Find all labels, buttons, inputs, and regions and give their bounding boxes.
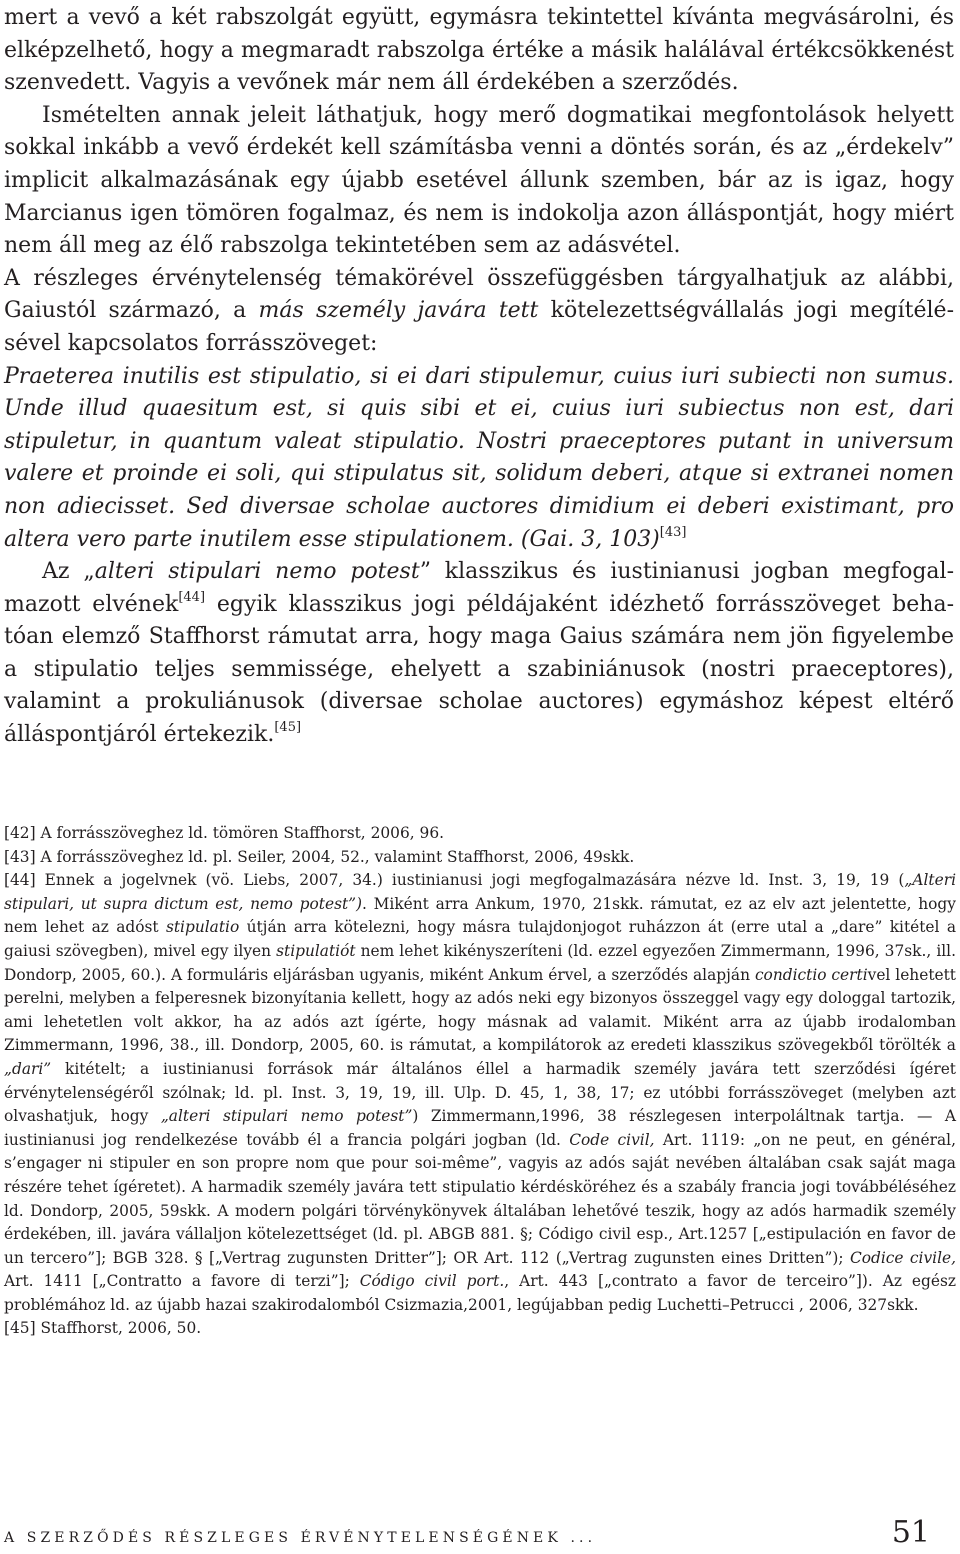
paragraph-partial-invalidity	[4, 263, 954, 361]
footnote-text: Art. 1119: „on ne peut, en général, s’engager ni stipuler en son propre nom que pour soi-même”, vagyis az adós saját nevében általában csak saját maga részére tehet ígéretet). A harmadik személy javára tett stipulatio kérdésköréhez és a szabály francia jogi továbbéléséhez ld. Dondorp, 2005, 59skk. A modern polgári törvénykönyvek általában lehetővé teszik, hogy az adós harmadik személy érdekében, ill. javára vállaljon kötelezettséget (ld. pl. ABGB 881. §; Código civil esp., Art.1257 [„estipulación en favor de un tercero”]; BGB 328. § [„Vertrag zugunsten Dritter”]; OR Art. 112 („Vertrag zugunsten eines Dritten”);	[4, 1130, 956, 1267]
footnote-text: vel lehetett perelni, melyben a felperesnek bizonyítania kellett, hogy az adós neki egy bizonyos összeggel vagy egy dologgal tartozik, ami lehetetlen volt akkor, ha az adós azt ígérte, hogy másnak ad valamit. Miként arra az újabb irodalomban Zimmermann, 1996, 38., ill. Dondorp, 2005, 60. is rámutat, a kompilátorok az eredeti klasszikus szövegekből törölték a	[4, 965, 956, 1055]
footnote-italic: condictio certi	[754, 965, 868, 984]
latin-quotation	[4, 361, 954, 557]
paragraph-text: egyik klasszikus jogi példájaként idézhető forrásszöveget behatóan elemző Staffhorst rámutat arra, hogy maga Gaius számára nem jön figyelembe a stipulatio teljes semmissége, ehelyett a szabiniánusok (nostri praeceptores), valamint a prokuliánusok (diversae scholae auctores) egymáshoz képest eltérő álláspontjáról értekezik.	[4, 591, 955, 748]
footnote-italic: „dari”	[4, 1059, 52, 1078]
italic-term: más személy javára tett	[258, 298, 539, 324]
main-text	[4, 2, 954, 752]
footnote-text: . Miként arra Ankum, 1970, 21skk. rámutat, ez az elv azt jelentette, hogy nem lehet az adóst	[4, 894, 956, 937]
footnote-text: nem lehet kikényszeríteni (ld. ezzel egyezően Zimmermann, 1996, 37sk., ill. Dondorp, 2005, 60.). A formuláris eljárásban ugyanis, miként Ankum érvel, a szerződés alapján	[4, 941, 956, 984]
paragraph-text: kötelezettségvállalás jogi megítélésével kapcsolatos forrásszöveget:	[4, 298, 954, 356]
footnote-ref-44[interactable]: [44]	[178, 589, 206, 605]
footnote-42: [42] A forrásszöveghez ld. tömören Staffhorst, 2006, 96.	[4, 824, 445, 842]
italic-term: alteri stipulari nemo potest	[94, 559, 420, 585]
footnote-ref-43[interactable]: [43]	[659, 524, 687, 540]
document-page	[4, 0, 956, 1554]
footnote-italic: Código civil port.	[359, 1272, 505, 1291]
footnote-ref-45[interactable]: [45]	[274, 720, 302, 736]
page-footer	[4, 1515, 956, 1550]
footnote-text: [44] Ennek a jogelvnek (vö. Liebs, 2007, 34.) iustinianusi jogi megfogalmazására nézve ld. Inst. 3, 19, 19 (	[4, 871, 905, 890]
paragraph-text: ” klasszikus és iustinianusi jogban megfogalmazott elvének	[4, 559, 954, 617]
footnote-italic: stipulatiót	[276, 941, 356, 960]
paragraph-alteri-stipulari	[4, 556, 954, 752]
running-title: A SZERZŐDÉS RÉSZLEGES ÉRVÉNYTELENSÉGÉNEK ...	[4, 1530, 597, 1546]
footnote-text: , Art. 443 [„contrato a favor de terceiro”]). Az egész problémához ld. az újabb hazai szakirodalomból Csizmazia,2001, legújabban pedig Luchetti–Petrucci , 2006, 327skk.	[4, 1272, 956, 1314]
latin-source-text: Praeterea inutilis est stipulatio, si ei dari stipulemur, cuius iuri subiecti non sumus. Unde illud quaesitum est, si quis sibi et ei, cuius iuri subiectus non est, dari stipuletur, in quantum valeat stipulatio. Nostri praeceptores putant in universum valere et proinde ei soli, qui stipulatus sit, solidum deberi, atque si extranei nomen non adiecisset. Sed diversae scholae auctores dimidium ei deberi existimant, pro altera vero parte inutilem esse stipulationem. (Gai. 3, 103)	[4, 363, 954, 552]
footnote-italic: Code civil,	[569, 1130, 655, 1149]
footnote-italic: „alteri stipulari nemo potest”	[160, 1107, 413, 1126]
footnote-text: útján arra kötelezni, hogy másra tulajdonjogot ruházzon át (erre utal a „dare” kitétel a gaiusi szövegben), mivel egy ilyen	[4, 918, 956, 960]
paragraph-continued: mert a vevő a két rabszolgát együtt, egymásra tekintettel kívánta megvásárolni, és elképzelhető, hogy a megmaradt rabszolga értéke a másik halálával értékcsökkenést szenvedett. Vagyis a vevőnek már nem áll érdekében a szerződés.	[4, 5, 954, 96]
footnote-45: [45] Staffhorst, 2006, 50.	[4, 1319, 202, 1338]
footnote-italic: „Alteri stipulari, ut supra dictum est, nemo potest”)	[4, 871, 956, 913]
footnotes	[4, 822, 956, 1341]
footnote-43: [43] A forrásszöveghez ld. pl. Seiler, 2004, 52., valamint Staffhorst, 2006, 49skk.	[4, 847, 635, 866]
footnote-44	[4, 869, 956, 1317]
footnote-text: ) Zimmermann,1996, 38 részlegesen interpoláltnak tartja. — A iustinianusi jog rendelkezése tovább él a francia polgári jogban (ld.	[4, 1107, 956, 1149]
footnote-italic: Codice civile,	[849, 1248, 956, 1267]
paragraph-text: Az „	[42, 559, 95, 585]
paragraph-text: A részleges érvénytelenség témakörével összefüggésben tárgyalhatjuk az alábbi, Gaiustól származó, a	[4, 265, 954, 324]
page-number: 51	[891, 1515, 930, 1550]
footnote-text: Art. 1411 [„Contratto a favore di terzi”];	[4, 1272, 360, 1291]
paragraph-interest-principle: Ismételten annak jeleit láthatjuk, hogy merő dogmatikai megfontolások helyett sokkal inkább a vevő érdekét kell számításba venni a döntés során, és az „érdekelv” implicit alkalmazásának egy újabb esetével állunk szemben, bár az is igaz, hogy Marcianus igen tömören fogalmaz, és nem is indokolja azon álláspontját, hogy miért nem áll meg az élő rabszolga tekintetében sem az adásvétel.	[4, 102, 954, 259]
footnote-text: kitételt; a iustinianusi források már általános éllel a harmadik személy javára tett szerződési ígéret érvénytelenségéről szólnak; ld. pl. Inst. 3, 19, 19, ill. Ulp. D. 45, 1, 38, 17; ez utóbbi forrásszöveget (melyben azt olvashatjuk, hogy	[4, 1059, 956, 1126]
footnote-italic: stipulatio	[165, 918, 240, 937]
